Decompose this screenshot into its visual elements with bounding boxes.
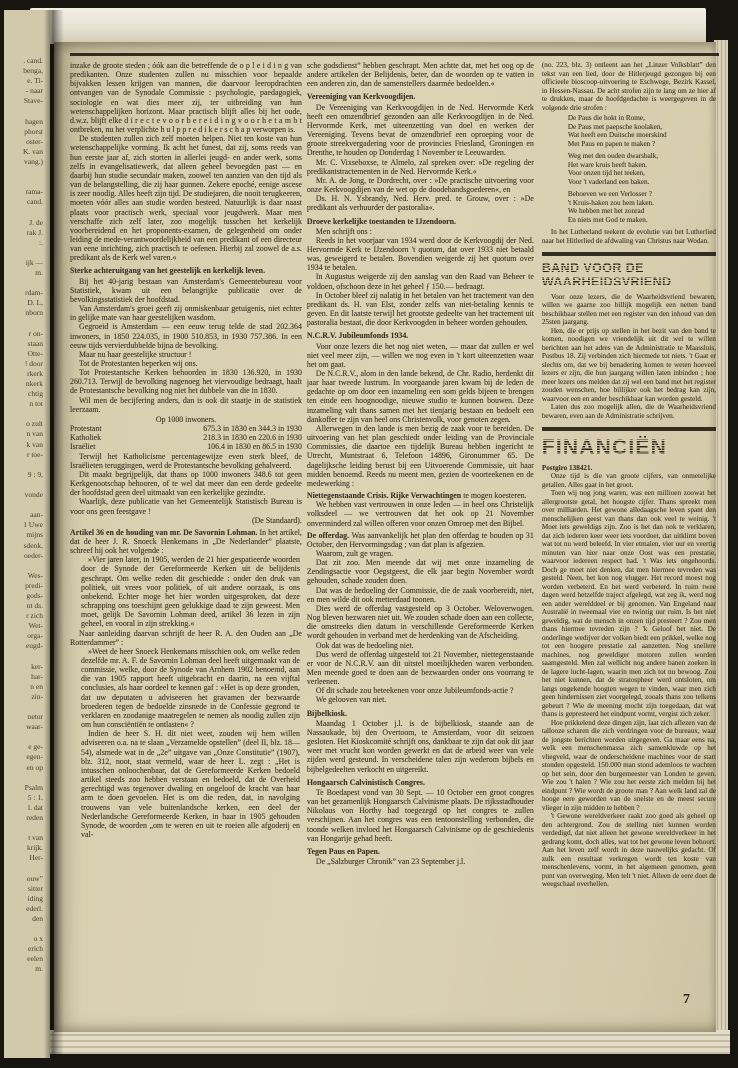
spine-fragment: e. Ti- <box>27 76 43 86</box>
spine-fragment: reden <box>26 813 43 823</box>
spine-fragment <box>4 177 43 187</box>
spine-fragment: ijk — <box>25 257 43 267</box>
poem-line: Met Paus en papen te maken ? <box>567 139 656 148</box>
spine-fragment: mijns <box>26 530 43 540</box>
article-paragraph: Dies werd de offerdag vastgesteld op 3 October. Weloverwogen. Nog bleven bezwaren niet uit. We zouden schade doen aan een collecte, die omstreeks dien datum in verschillende Gereformeerde Kerken wordt gehouden in verband met de herdenking van de Afscheiding. <box>306 603 534 641</box>
spine-fragment <box>4 318 43 328</box>
spine-fragment <box>4 207 43 217</box>
article-paragraph: Allerwegen in den lande is men bezig de zaak voor te bereiden. De uitvoering van het plan geschiedt onder leiding van de Provinciale Commissies, die daartoe een tijdelijk Bureau hebben ingericht te Utrecht, Muntstraat 6, Telefoon 14896, Gironummer 65. De dagelijksche leiding berust bij een Uitvoerende Commissie, uit haar midden benoemd. Reeds nu meent men, gezien de voorteekenen en de medewerking : <box>306 423 534 488</box>
display-heading: BAND VOOR DE WAARHEIDSVRIEND <box>542 261 716 289</box>
spine-fragment: l. dat <box>28 802 43 812</box>
article-paragraph: Voor onze lezers die het nog niet weten, — maar dat zullen er wel niet veel meer zijn, — willen we nog even in 't kort uiteenzetten waar het om gaat. <box>306 341 534 369</box>
stat-label: Israëliet <box>70 442 96 452</box>
spine-fragment: rak J. <box>26 227 43 237</box>
spine-fragment: Stave- <box>23 96 43 106</box>
left-column <box>70 61 302 1023</box>
spine-fragment: aan- <box>30 510 43 520</box>
poem-stanza <box>568 190 716 224</box>
spine-fragment <box>4 409 43 419</box>
spine-fragment: - naar <box>25 86 43 96</box>
article-paragraph: In Augustus weigerde zij den aanslag van den Raad van Beheer te voldoen, ofschoon deze in het geheel ƒ 150.— bedraagt. <box>306 272 534 291</box>
article-paragraph: Van Amsterdam's groei geeft zij onmiskenbaar getuigenis, niet echter in gelijke mate van haar geestelijken wasdom. <box>70 304 302 323</box>
spine-fragment: orga- <box>27 631 43 641</box>
poem-line: De Paus met paepsche koolaken, <box>567 122 663 131</box>
article-paragraph: Dus werd de offerdag uitgesteld tot 21 November, niettegenstaande er voor de N.C.R.V. aan dit uitstel moeilijkheden waren verbonden. Men meende goed te doen aan de bezwaarden onder ons voorrang te verleenen. <box>306 649 534 687</box>
spine-fragment: 1 Uwe <box>23 520 43 530</box>
top-rule <box>70 53 719 56</box>
newspaper-page <box>54 42 716 1032</box>
stat-label: Protestant <box>70 424 102 434</box>
article-paragraph: Reeds in het voorjaar van 1934 werd door de Kerkvoogdij der Ned. Hervormde Kerk te IJzendoorn 't quotum, dat over 1933 niet betaald was, geweigerd te betalen. Bovendien weigerde zij het quotum over 1934 te betalen. <box>306 235 534 273</box>
section-heading: Vereeniging van Kerkvoogdijen. <box>306 92 416 102</box>
stat-label: Katholiek <box>70 433 102 443</box>
poem-line: 't Kruis-haken zou hem laken. <box>567 198 654 207</box>
article-paragraph: De offerdag. Was aanvankelijk het plan den offerdag te houden op 31 October, den Hervormingsdag ; van dat plan is afgezien. <box>306 530 534 549</box>
spine-fragment: Otte- <box>27 348 43 358</box>
book-bottom-page-edges <box>38 1030 730 1054</box>
spine-fragment: 5 : 1. <box>27 792 43 802</box>
section-heading: N.C.R.V. Jubileumfonds 1934. <box>306 331 409 341</box>
poem-line: Voor onzen tijd het teeken, <box>567 169 645 177</box>
spine-fragment: vang.) <box>24 156 43 166</box>
paragraph-lead: De offerdag. <box>306 530 352 540</box>
poem-line: Het ware kruis heeft haken. <box>567 160 648 169</box>
spine-fragment: erich <box>28 944 43 954</box>
article-paragraph: Onze tijd is die van groote cijfers, van onmetelijke getallen. Alles gaat in het groot. <box>541 472 716 489</box>
article-paragraph: De studenten zullen zich zelf moeten helpen. Niet ten koste van hun wetenschappelijke vorming. Ik acht het funest, dat zij, soms reeds van hun eerste jaar af, zich storten in allerlei jeugd- en ander werk, soms zelfs in evangelisatiewerk, dat alleen geheel bevoegden past — en daarbij hun studie secundair maken, zoowel ten aanzien van den tijd als van de belangstelling, die zij haar gunnen. Zekere epoché, eenige ascese is zeer noodig. Alles heeft zijn tijd. De studiejaren, die nooit terugkeeren, moeten vóór alles aan studie worden besteed. Natuurlijk is daar naast plaats voor practisch werk, speciaal voor jeugdwerk. Maar men verschaffe zich zelf later, zoo mogelijk tusschen het kerkelijk voorbereidend en het proponents-examen, de gelegenheid om onder leiding de mede-verantwoordelijkheid van een predikant of een directeur van eene inrichting, zich practisch te oefenen. Hierbij zal zoowel de a.s. predikant als de Kerk wel varen.« <box>70 134 302 263</box>
spine-fragment: n tot <box>29 399 43 409</box>
page-number: 7 <box>683 992 690 1007</box>
middle-column <box>307 61 534 1023</box>
spine-fragment: cand. <box>26 197 43 207</box>
spine-fragment: oeder- <box>23 550 43 560</box>
section-heading: Droeve kerkelijke toestanden te IJzendoorn. <box>306 216 457 226</box>
spine-fragment <box>4 106 43 116</box>
spine-fragment: ederl. <box>26 903 43 913</box>
paragraph-lead: Niettegenstaande Crisis. Rijke Verwachtingen <box>306 491 464 501</box>
spine-fragment: K. van <box>23 146 43 156</box>
article-paragraph: Tot Protestantsche Kerken behoorden in 1830 136.920, in 1930 260.713. Terwijl de bevolking nagenoeg het viervoudige bedraagt, haalt de Protestantsche bevolking nog niet het dubbele van die in 1830. <box>70 368 302 396</box>
spine-fragment <box>4 167 43 177</box>
article-paragraph: Hoe prikkelend deze dingen zijn, laat zich aflezen van de tallooze scharen die zich verdringen voor de bureaux, waar de jongste berichten worden uitgegeven. Ga maar eens na, welk een menschenmassa zich samenkluwde op het vliegveld, waar de onderscheidene machines voor de start stonden opgesteld. 150.000 man stond ademloos te wachten op het sein, door den burgemeester van Londen te geven. Wie zou 't halen ? Wie zou het eerste zich melden bij het eindpunt ? Wie wordt de groote man ? Aan welk land zal de hooge eere geworden van de snelste en de meest secure vlieger in zijn midden te hebben ? <box>541 718 716 812</box>
spine-fragment: nt ds. <box>26 601 43 611</box>
spine-fragment: iding <box>27 893 43 903</box>
spine-fragment: ! door <box>24 358 43 368</box>
paragraph-lead: Artikel 36 en de houding van mr. De Savornin Lohman. <box>70 527 260 537</box>
stat-row <box>70 442 302 451</box>
article-paragraph: Mr. C. Vixseboxse, te Almelo, zal spreken over: »De regeling der predikantstractementen in de Ned. Hervormde Kerk.« <box>306 157 534 176</box>
spine-fragment <box>4 702 43 712</box>
article-paragraph: Waarlijk, deze publicatie van het Gemeentelijk Statistisch Bureau is voor ons geen feestgave ! <box>70 497 302 516</box>
spine-fragment <box>4 561 43 571</box>
article-paragraph: Hen, die er prijs op stellen in het bezit van den band te komen, noodigen we vriendelijk uit dit wel te willen berichten aan het adres van de Administratie te Maassluis, Postbus 18. Zij verbinden zich hiermede tot niets. 't Gaat er slechts om, dat we bij benadering komen te weten hoeveel lezers er zijn, die hun jaargang willen laten inbinden ; hoe meer lezers ons melden dat zij wel een band met het register zouden wenschen, hoe billijker ook het bedrag kan zijn, waarvoor een en ander beschikbaar kan worden gesteld. <box>541 326 716 403</box>
column-rule <box>542 427 716 431</box>
article-paragraph: Ds. H. N. Ysbrandy, Ned. Herv. pred. te Grouw, over : »De predikant als verhuurder der pastoralia«. <box>306 194 534 213</box>
spine-fragment: rkerk <box>27 368 43 378</box>
book-top-page-edges <box>30 8 706 44</box>
spine-fragment: krijk. <box>26 843 43 853</box>
article-paragraph: We gelooven van niet. <box>315 695 387 705</box>
article-paragraph: De „Salzburger Chronik” van 23 September j.l. <box>315 856 466 866</box>
spine-fragment: oster- <box>26 136 43 146</box>
spine-fragment: en op <box>26 762 43 772</box>
spine-fragment: Her- <box>29 853 43 863</box>
right-column <box>542 61 716 1023</box>
spine-fragment: har- <box>31 671 43 681</box>
spine-fragment: nkerk <box>25 379 43 388</box>
spine-fragment <box>4 480 43 490</box>
spine-fragment: 9 : 9, <box>27 469 43 479</box>
article-paragraph: Men schrijft ons : <box>315 226 372 236</box>
spine-fragment <box>4 732 43 742</box>
article-paragraph: Naar aanleiding daarvan schrijft de heer R. A. den Ouden aan „De Rotterdammer” : <box>70 628 302 647</box>
article-paragraph: Maar nu haar geestelijke structuur ! <box>79 349 192 359</box>
poem <box>568 114 716 224</box>
spine-fragment <box>4 652 43 662</box>
spine-fragment: Psalm <box>24 782 43 792</box>
spine-fragment: eelen <box>27 954 43 964</box>
spine-fragment: zin- <box>31 691 43 701</box>
spine-fragment: staan <box>27 338 43 348</box>
credit-line: (De Standaard). <box>251 515 302 525</box>
article-paragraph-continued: sche godsdienst” hebben geschrapt. Men achtte dat, met het oog op de andere artikelen der Belijdenis, beter, dan de woorden op te vatten in een anderen zin, dan de samenstellers daarmée bedoelden.« <box>306 61 534 89</box>
quote-paragraph: »Weet de heer Snoeck Henkemans misschien ook, om welke reden dezelfde mr. A. F. de Savornin Lohman deel heeft uitgemaakt van de commissie, welke, door de Synode van Arnhem 1902 benoemd, aan die van 1905 rapport heeft uitgebracht en daarin, na een vijftal conclusies, als haar oordeel te kennen gaf : »Het is op deze gronden, dat uw deputaten u adviseeren het gravamen der bezwaarde broederen tegen de bedoelde zinsnede in de Confessie gegrond te verklaren en zoodanige maatregelen te nemen als noodig zullen zijn om hun consciëntiën te ontlasten« ? <box>81 646 300 730</box>
article-paragraph: Dat zit zoo. Men meende dat wij met onze inzameling de Zendingsactie voor Oegstgeest, die elk jaar begin November wordt gehouden, schade zouden doen. <box>306 558 534 586</box>
bold-line: Postgiro 138421. <box>541 463 593 472</box>
article-paragraph-continued: inzake de groote steden ; óók aan die betreffende de o p l e i d i n g van predikanten. Onze studenten zullen nu misschien voor bepaalde bijvakken lessen krijgen van mannen, die daarvoor leeropdrachten ontvangen van de Synodale Commissie : psychologie, paedagogiek, sociologie en wat dies meer zij, ter uitbreiding van hun wetenschappelijken horizont. Maar practisch blijft alles bij het oude, d.w.z. blijft elke d i r e c t e v o o r b e r e i d i n g v o o r h e t a m b t ontbreken, nu het verplichte h u l p p r e d i k e r s c h a p verworpen is. <box>70 61 302 135</box>
poem-line: We hebben met het zonrad <box>567 207 645 215</box>
spine-fragment: D. L, <box>27 298 43 308</box>
article-paragraph: Maandag 1 October j.l. is de bijbelkiosk, staande aan de Nassaukade, bij den Overtoom, te Amsterdam, voor dit seizoen gesloten. Het Kioskcomité schrijft ons, dankbaar te zijn dat ook dit jaar weer met vrucht kon worden gewerkt en dat de arbeid weer van vele zijden werd gesteund. In verscheidene talen zijn wederom bijbels en bijbelgedeelten verkocht en uitgereikt. <box>306 718 534 774</box>
spine-fragment: nborn <box>25 308 43 318</box>
display-heading: FINANCIËN <box>542 436 716 459</box>
article-columns <box>70 61 716 1023</box>
article-paragraph: In het Lutherland teekent de evolutie van het Lutherlied naar het Hitlerlied de afdwaling van Christus naar Wodan. <box>541 228 716 245</box>
article-paragraph: Te Boedapest vond van 30 Sept. — 10 October een groot congres van het gezamenlijk Hongaarsch Calvinisme plaats. De rijksstadhouder Nikolaus von Horthy had toegezegd op het congres te zullen verschijnen. Aan het congres was een tentoonstelling verbonden, die toonde welken invloed het Hongaarsch Calvinisme op de geschiedenis van Hongarije gehad heeft. <box>306 787 534 843</box>
spine-fragment: benga, <box>23 66 43 76</box>
spine-fragment: J. de <box>29 217 43 227</box>
spine-fragment: phorst <box>24 126 43 136</box>
spine-fragment: m. <box>35 964 43 974</box>
spine-fragment: sitter <box>28 883 43 893</box>
spine-fragment: rdam- <box>25 288 43 298</box>
spine-fragment: gods- <box>26 590 43 600</box>
spine-fragment: e ge- <box>28 742 43 752</box>
spine-fragment: o x <box>33 934 43 944</box>
article-paragraph: Voor onze lezers, die de Waarheidsvriend bewaren, willen we gaarne zoo billijk mogelijk een netten band beschikbaar stellen met een register van den inhoud van den 25sten jaargang. <box>541 292 716 326</box>
stat-row <box>70 433 302 442</box>
spine-fragment: vonde <box>24 490 43 500</box>
article-paragraph: Toen wij nog jong waren, was een millioen zoowat het allergrootste getal, het hoogste cijfer. Thans spreekt men over milliarden. Het gewone alledaagsche leven spant den menschelijken geest van thans dan ook veel te weinig. 't Moet iets geweldigs zijn. Zoo is het dan ook te verklaren, dat zich iederen keer weer iets voordoet, dat uitklimt boven wat tot nu werd beleefd. In vier etmalen, vier uur en veertig minuten van hier naar onze Oost was een prestatie, waarvoor iedereen respect had. 't Was iets ongehoords. Doch ge moet niet denken, dat men hiermee tevreden was gesteld. Neen, het kon nog vlugger. Het record moest nog worden verbeterd. En het werd verbeterd. In ruim twee dagen werd hetzelfde traject afgelegd, wat zeg ik, werd nog een ander werelddeel er bij genomen. Van Engeland naar Australië in tweemaal vier en twintig uur ruim. Is het niet geweldig, wat de mensch in onzen tijd presteert ? Zou men thans hiermee tevreden zijn ? 'k Geloof het niet. De onderlinge wedijver der volken biedt een prikkel, welke nog tot een hoogere prestatie zal aanzetten. Nog snellere machines, nog geweldiger motoren zullen worden saamgesteld. Men zal wellicht nog andere banen zoeken in de lagere lucht-lagen, waarin men zich tot nu bewoog. Zou het niet kunnen, dat de stratospheer werd ontsloten, om langs ongekende hoogten wegen te vinden, waar men zich geen hindernissen ziet voorgelegd, zooals thans zoo telkens gebeurt ? Wie de meening mocht zijn toegedaan, dat wat thans is gepresteerd het eindpunt vormt, vergist zich zeker. <box>541 489 716 718</box>
book-right-page-edges <box>714 40 728 1036</box>
spine-fragment: r zich <box>26 611 43 621</box>
article-paragraph: Wil men de becijfering anders, dan is ook dit staatje in de statistiek leerzaam. <box>70 395 302 414</box>
spine-fragment: hagen <box>25 116 43 126</box>
article-paragraph: Niettegenstaande Crisis. Rijke Verwachtingen te mogen koesteren. <box>306 491 527 501</box>
spine-fragment: chtig <box>28 389 43 399</box>
article-paragraph: In October bleef zij nalatig in het betalen van het tractement van den predikant ds. H. van Elst, zonder zelfs van niet-betaling kennis te geven. En dit laatste terwijl het grootste gedeelte van het tractement uit pastoralia bestaat, die door Kerkvoogden in beheer worden gehouden. <box>306 290 534 328</box>
section-heading: Tegen Paus en Papen. <box>306 846 380 856</box>
spine-fragment: ouw” <box>26 873 43 883</box>
spine-fragment <box>4 864 43 874</box>
article-paragraph: Mr. A. de Jong, te Dordrecht, over : »De practische uitvoering voor onze Kerkvoogdijen van de wet op de doodehandsgoederen«, en <box>306 175 534 195</box>
section-heading: Bijbelkiosk. <box>306 708 348 718</box>
poem-stanza <box>568 152 716 186</box>
spine-fragment: predi- <box>25 580 43 590</box>
section-heading: Sterke achteruitgang van het geestelijk en kerkelijk leven. <box>70 266 266 276</box>
quote-paragraph: »Vier jaren later, in 1905, werden de 21 hier gespatieerde woorden door de Synode der Gereformeerde Kerken uit de belijdenis geschrapt. Om welke reden dit geschiedde : onder den druk van politiek, uit vrees voor politiek, of uit andere oorzaak, is ons onbekend. Echter moge het hier worden uitgesproken, dat deze schrapping ons toeschijnt geen gelukkige daad te zijn geweest. Men moet, gelijk De Savornin Lohman deed, artikel 36 lezen in zijn geheel, en vooral in zijn strekking.« <box>81 555 300 629</box>
article-paragraph: Terwijl het Katholicisme percentagewijze even sterk bleef, de Israëlieten teruggingen, werd de Protestantsche bevolking gehalveerd. <box>70 451 302 470</box>
spine-fragment <box>4 924 43 934</box>
article-paragraph: Laten dus zoo mogelijk allen, die de Waarheidsvriend bewaren, even aan de Administratie schrijven. <box>541 403 716 420</box>
spine-fragment: :. <box>39 237 43 247</box>
article-paragraph: 't Gewone wereldverkeer raakt zoo goed als geheel op den achtergrond. Zou de stelling niet kunnen worden verdedigd, dat niet alleen het gewone wereldverkeer in het gedrang komt, doch alles, wat tot het gewone leven behoort. Aan het leven zelf wordt in deze nauwelijks gedacht. Of zulk een resultaat verkregen wordt ten koste van menschenlevens, vormt, in het algemeen genomen, geen punt van overweging. Men telt 't niet. Alleen de eere doet de weegschaal overhellen. <box>541 812 716 888</box>
spine-fragment: Wes- <box>27 570 43 580</box>
spine-fragment: m. <box>35 267 43 277</box>
stat-row <box>70 424 302 433</box>
spine-fragment: waar- <box>26 722 43 732</box>
article-paragraph: Of dit schade zou beteekenen voor onze Jubileumfonds-actie ? <box>315 686 514 696</box>
article-paragraph: De Vereeniging van Kerkvoogdijen in de Ned. Hervormde Kerk heeft een omzendbrief gezonden aan alle Kerkvoogdijen in de Ned. Hervormde Kerk, met uiteenzetting van doel en werken der Vereeniging. Tevens bevat de omzendbrief een oproeping voor de groote streekvergadering voor de provincies Friesland, Groningen en Drenthe, te houden op Donderdag 1 November te Leeuwarden. <box>306 102 534 158</box>
poem-line: Behoeven we een Verlosser ? <box>567 190 652 198</box>
spine-fragment: k van <box>26 439 43 449</box>
article-paragraph: Waarom, zult ge vragen. <box>315 548 394 558</box>
article-paragraph: De N.C.R.V., alom in den lande bekend, de Chr. Radio, herdenkt dit jaar haar tweede lustrum. In voorgaande jaren kwam bij de leden de gedachte op om door een inzameling een som gelds bijeen te brengen ten einde een hoognoodige, nieuwe studio te kunnen bouwen. Deze inzameling valt thans samen met het tienjarig bestaan en bedoelt een dankoffer te zijn van heel ons Christenvolk, voor genoten zegen. <box>306 369 534 424</box>
article-paragraph-continued: (no. 223, blz. 3) ontleent aan het „Linzer Volksblatt” den tekst van een lied, door de Hitlerjeugd gezongen bij een officieele bioscoop-uitvoering te Eschwege, Bezirk Kassel, in Hessen-Nassau. De acht strofen zijn te lang om ze hier af te drukken, maar de hoofdgedachte is weergegeven in de volgende drie strofen : <box>541 61 716 112</box>
spine-fragment: ker- <box>31 661 43 671</box>
article-paragraph: Artikel 36 en de houding van mr. De Savornin Lohman. In het artikel, dat de heer J. R. Snoeck Henkemans in „De Nederlander” plaatste, schreef hij ook het volgende : <box>70 527 302 556</box>
article-paragraph: Ook dat was de bedoeling niet. <box>315 640 414 650</box>
poem-line: En niets met God te maken. <box>567 215 648 224</box>
quote-paragraph: Indien de heer S. H. dit niet weet, zouden wij hem willen adviseeren o.a. na te slaan „Verzamelde opstellen” (deel II, blz. 18—54), alsmede wat in de „2e” uitgave van „Onze Constitutie” (1907), blz. 312, noot, staat vermeld, waar de heer L. zegt : „Het is intusschen onloochenbaar, dat de Gereformeerde Kerken bedoeld artikel steeds zoo hebben verstaan en bedoeld, dat de Overheid gerechtigd was tegenover dwaling en ongeloof de kracht van haar arm te doen gevoelen. Het is om die reden, dat, in navolging trouwens van vele buitenlandsche kerken, een deel der Nederlandsche Gereformeerde Kerken, in haar in 1905 gehouden Synode, de woorden „om te weren en uit te roeien alle afgoderij en val- <box>81 729 300 839</box>
spine-fragment: . cand. <box>23 56 43 65</box>
article-paragraph: Gegroeid is Amsterdam — een eeuw terug telde de stad 202.364 inwoners, in 1850 224.035, in 1900 510.853, in 1930 757.386. In een eeuw tijds vervierdubbelde bijna de bevolking. <box>70 322 302 350</box>
spine-fragment <box>4 823 43 833</box>
poem-line: De Paus die hokt in Rome, <box>567 114 645 122</box>
stat-value: 218.3 in 1830 en 220.6 in 1930 <box>203 433 302 443</box>
spine-fragment: rama- <box>25 187 43 197</box>
spine-fragment: den <box>32 913 43 923</box>
stat-value: 106.4 in 1830 en 86.5 in 1930 <box>207 442 302 452</box>
article-paragraph: We hebben vast vertrouwen in onze leden — in heel ons Christelijk volksdeel — we vertrouwen dat het ook op 21 November onverminderd zal willen offeren voor onzen Omroep met den Bijbel. <box>306 500 534 528</box>
article-paragraph: Bij het 40-jarig bestaan van Amsterdam's Gemeentebureau voor Statistiek, kwam uit een belangrijke publicatie over de bevolkingsstatistiek der hoofdstad. <box>70 276 302 304</box>
spine-fragment <box>4 248 43 258</box>
spine-fragment: Wet- <box>28 621 43 631</box>
spine-fragment <box>4 278 43 288</box>
gutter-shadow <box>44 10 64 1058</box>
spine-fragment: netor <box>27 712 43 722</box>
section-heading: Hongaarsch Calvinistisch Congres. <box>306 777 425 787</box>
article-paragraph: Dat was de bedoeling der Commissie, die de zaak voorbereidt, niet, en men wilde dit ook metterdaad toonen. <box>306 585 534 604</box>
centered-line: Op 1000 inwoners. <box>155 414 217 424</box>
spine-fragment <box>4 460 43 470</box>
column-rule <box>542 252 716 256</box>
spine-fragment: sdenk, <box>23 540 43 550</box>
spine-fragment <box>4 773 43 783</box>
article-paragraph: Tot de Protestanten beperken wij ons. <box>79 359 198 368</box>
poem-line: Weg met den ouden dwarsbalk, <box>567 152 659 160</box>
spine-fragment: o zult <box>26 419 43 429</box>
poem-stanza <box>568 114 716 148</box>
article-paragraph: Dit maakt begrijpelijk, dat thans op 1000 inwoners 348.6 tot geen Kerkgenootschap behooren, of te wel dat meer dan een derde gedeelte der hoofdstad geen deel uitmaakt van een kerkelijke gezindte. <box>70 469 302 498</box>
spine-fragment: t van <box>28 833 43 843</box>
spine-fragment: eugd- <box>25 641 43 651</box>
stat-value: 675.3 in 1830 en 344.3 in 1930 <box>203 424 302 434</box>
spine-fragment: n en <box>30 681 43 691</box>
poem-line: Wat heeft een Duitsche moerskind <box>567 131 667 139</box>
spine-fragment: r toe- <box>26 449 43 459</box>
spine-fragment: n van <box>26 429 43 439</box>
spine-fragment: egen- <box>26 752 43 762</box>
poem-line: Voor 't vaderland een baken. <box>567 177 650 186</box>
spine-fragment: r on- <box>28 328 43 338</box>
spine-fragment <box>4 500 43 510</box>
